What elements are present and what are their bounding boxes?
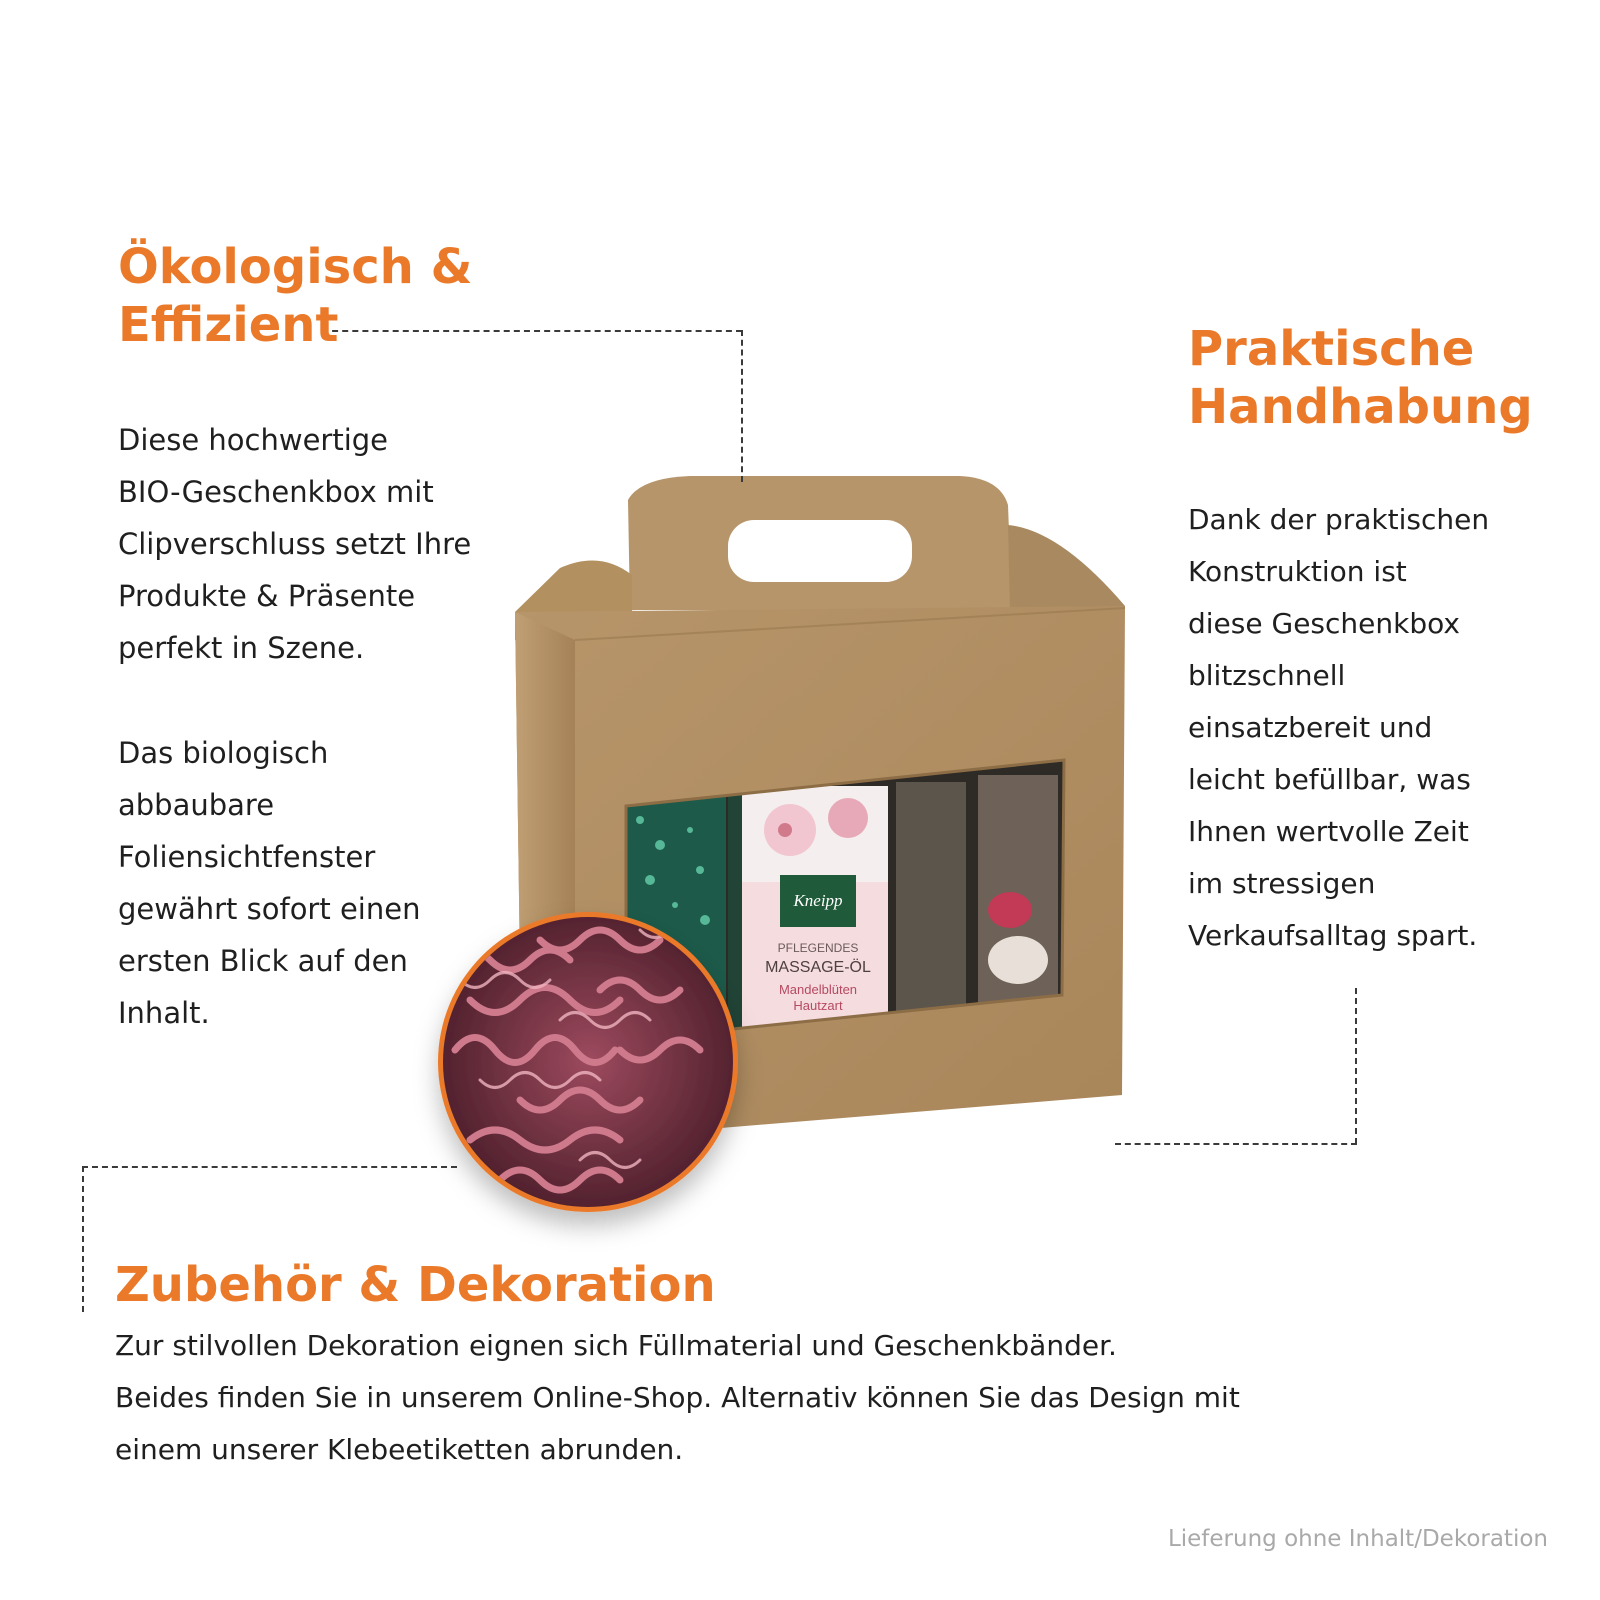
eco-p2-line: Foliensichtfenster [118,840,376,874]
connector-handling-vertical [1355,988,1357,1144]
eco-p1-line: Clipverschluss setzt Ihre [118,527,472,561]
connector-handling-horizontal [1115,1143,1357,1145]
handling-line: Verkaufsalltag spart. [1188,919,1478,952]
eco-p2-line: Inhalt. [118,996,210,1030]
eco-heading [118,238,472,354]
product-line4: Hautzart [793,998,843,1013]
accessories-heading: Zubehör & Dekoration [115,1257,716,1313]
box-handle [628,476,1012,610]
handling-heading [1188,320,1533,436]
eco-p1-line: Produkte & Präsente [118,579,416,613]
handling-line: Konstruktion ist [1188,555,1407,588]
handling-line: blitzschnell [1188,659,1346,692]
eco-paragraph-2 [118,727,420,1039]
eco-p2-line: Das biologisch [118,736,329,770]
eco-p2-line: gewährt sofort einen [118,892,421,926]
handling-heading-line1: Praktische [1188,321,1475,377]
handling-line: einsatzbereit und [1188,711,1433,744]
eco-heading-line2: Effizient [118,297,339,353]
eco-p1-line: BIO-Geschenkbox mit [118,475,434,509]
product-line1: PFLEGENDES [777,941,859,955]
handling-line: im stressigen [1188,867,1376,900]
eco-p1-line: Diese hochwertige [118,423,389,457]
product-brand: Kneipp [793,891,843,910]
handling-line: diese Geschenkbox [1188,607,1460,640]
delivery-footnote: Lieferung ohne Inhalt/Dekoration [1167,1526,1548,1552]
accessories-paragraph [115,1320,1240,1476]
handling-line: Ihnen wertvolle Zeit [1188,815,1469,848]
box-right-flap [1008,525,1125,615]
eco-p1-line: perfekt in Szene. [118,631,365,665]
connector-eco-vertical [741,330,743,482]
eco-paragraph-1 [118,414,471,674]
handling-heading-line2: Handhabung [1188,379,1533,435]
connector-accessories-vertical [82,1166,84,1312]
handling-line: leicht befüllbar, was [1188,763,1471,796]
handling-line: Dank der praktischen [1188,503,1490,536]
eco-p2-line: ersten Blick auf den [118,944,408,978]
handling-paragraph [1188,494,1489,962]
product-line3: Mandelblüten [778,982,858,997]
accessories-line: Beides finden Sie in unserem Online-Shop. Alternativ können Sie das Design mit [115,1381,1240,1414]
accessories-line: Zur stilvollen Dekoration eignen sich Füllmaterial und Geschenkbänder. [115,1329,1117,1362]
accessories-line: einem unserer Klebeetiketten abrunden. [115,1433,684,1466]
connector-accessories-horizontal [82,1166,457,1168]
product-line2: MASSAGE-ÖL [765,959,871,976]
eco-p2-line: abbaubare [118,788,275,822]
eco-heading-line1: Ökologisch & [118,239,473,295]
